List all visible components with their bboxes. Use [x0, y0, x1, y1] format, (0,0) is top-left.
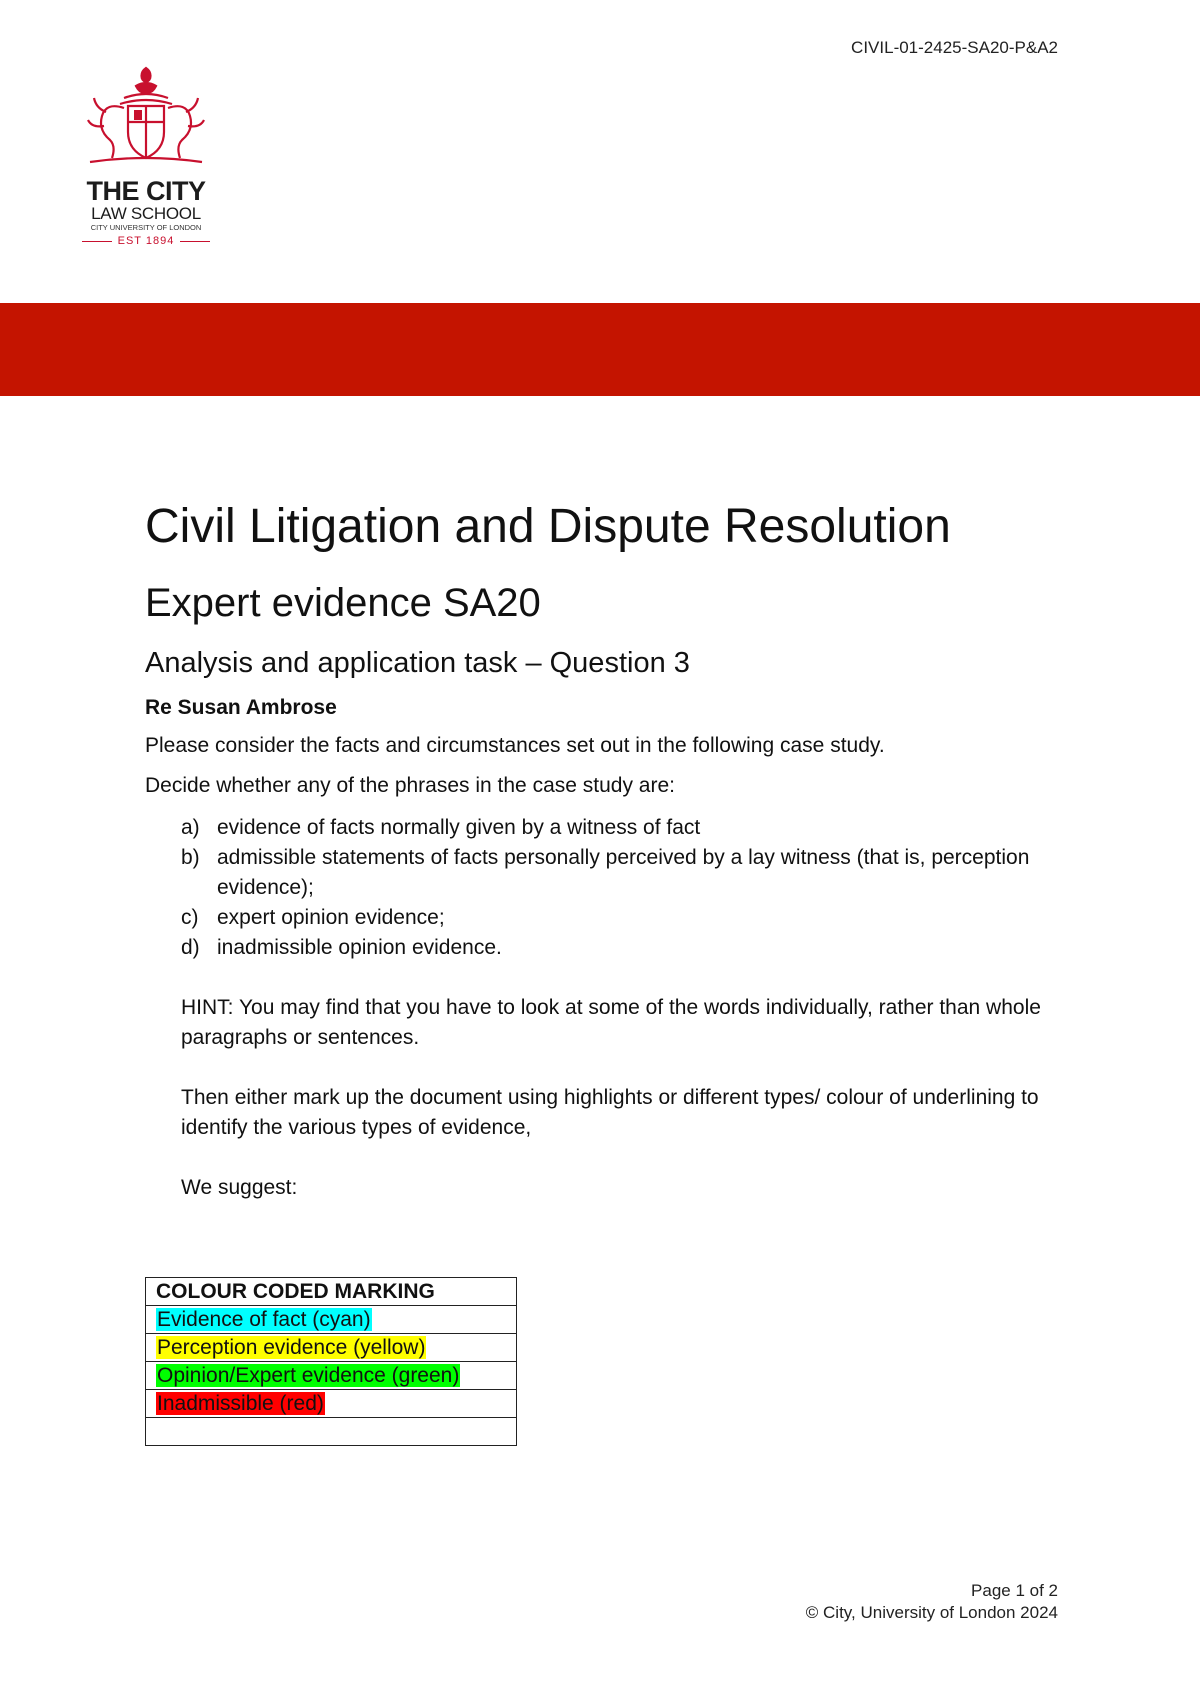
- list-marker: d): [181, 936, 200, 959]
- colour-coded-marking-table: [145, 1277, 517, 1446]
- table-cell: [146, 1334, 517, 1362]
- table-row-empty: [146, 1418, 517, 1446]
- table-cell: [146, 1362, 517, 1390]
- page-number: Page 1 of 2: [971, 1581, 1058, 1600]
- list-item-text: expert opinion evidence;: [217, 906, 445, 929]
- table-row: [146, 1390, 517, 1418]
- evidence-options-list: [145, 813, 1065, 963]
- table-cell-empty: [146, 1418, 517, 1446]
- main-content: [145, 495, 1065, 1203]
- logo-university: CITY UNIVERSITY OF LONDON: [90, 223, 202, 232]
- suggest-paragraph: We suggest:: [181, 1176, 298, 1199]
- logo-rule-left: [82, 241, 112, 242]
- task-heading: Analysis and application task – Question 3: [145, 647, 690, 679]
- logo-established: [76, 235, 216, 247]
- table-cell: [146, 1306, 517, 1334]
- list-item: [181, 813, 1065, 843]
- instruction-paragraph: Then either mark up the document using highlights or different types/ colour of underlining to identify the various types of evidence,: [181, 1086, 1039, 1139]
- table-header: COLOUR CODED MARKING: [146, 1278, 517, 1306]
- intro-paragraph: Please consider the facts and circumstances set out in the following case study.: [145, 734, 885, 757]
- decide-paragraph: Decide whether any of the phrases in the case study are:: [145, 774, 675, 797]
- list-marker: c): [181, 906, 199, 929]
- list-item-text: evidence of facts normally given by a witness of fact: [217, 816, 701, 839]
- legend-yellow-label: Perception evidence (yellow): [157, 1336, 426, 1359]
- list-item: [181, 903, 1065, 933]
- list-marker: b): [181, 846, 200, 869]
- logo-name: THE CITY: [86, 176, 206, 206]
- logo-subtitle: LAW SCHOOL: [91, 204, 201, 223]
- list-item: [181, 933, 1065, 963]
- re-line: Re Susan Ambrose: [145, 696, 337, 719]
- copyright: © City, University of London 2024: [805, 1603, 1058, 1622]
- logo-rule-right: [180, 241, 210, 242]
- page-footer: [806, 1580, 1058, 1624]
- list-marker: a): [181, 816, 200, 839]
- coat-of-arms-icon: [76, 62, 216, 172]
- list-item-text: inadmissible opinion evidence.: [217, 936, 502, 959]
- list-item: [181, 843, 1065, 903]
- legend-red-label: Inadmissible (red): [157, 1392, 324, 1415]
- page-title: Civil Litigation and Dispute Resolution: [145, 500, 951, 553]
- page-subtitle: Expert evidence SA20: [145, 581, 541, 625]
- table-row: [146, 1306, 517, 1334]
- logo-est-text: EST 1894: [117, 235, 175, 247]
- legend-green-label: Opinion/Expert evidence (green): [157, 1364, 460, 1387]
- list-item-text: admissible statements of facts personally perceived by a lay witness (that is, perception evidence);: [217, 846, 1030, 899]
- city-law-school-logo: [76, 62, 216, 262]
- legend-cyan-label: Evidence of fact (cyan): [157, 1308, 371, 1331]
- hint-paragraph: HINT: You may find that you have to look at some of the words individually, rather than whole paragraphs or sentences.: [181, 996, 1041, 1049]
- table-row: [146, 1362, 517, 1390]
- document-code: CIVIL-01-2425-SA20-P&A2: [851, 38, 1058, 57]
- table-cell: [146, 1390, 517, 1418]
- table-header-row: [146, 1278, 517, 1306]
- red-banner: [0, 303, 1200, 396]
- table-row: [146, 1334, 517, 1362]
